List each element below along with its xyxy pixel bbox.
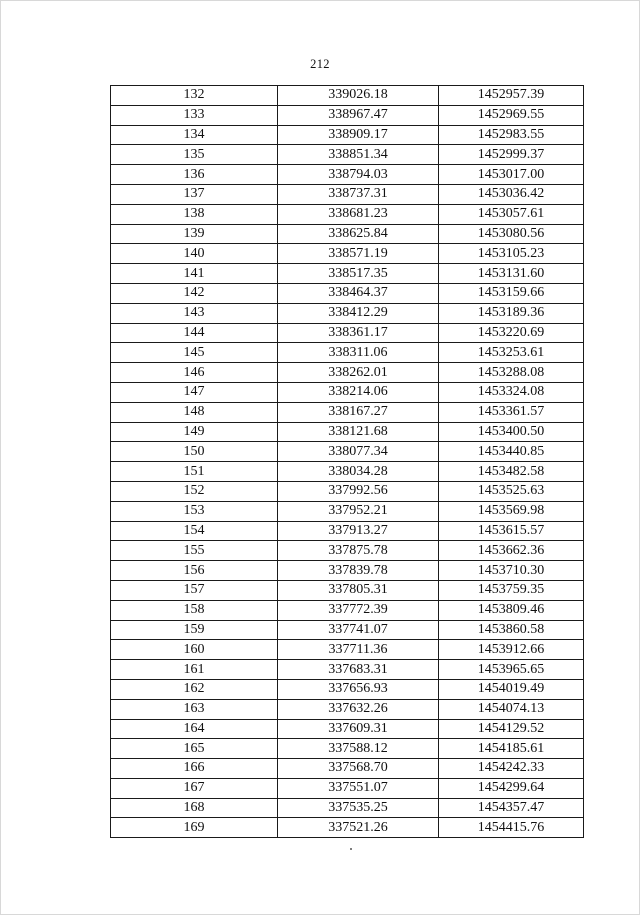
- point-number-cell: 142: [111, 283, 278, 303]
- y-coordinate-cell: 1453615.57: [439, 521, 584, 541]
- y-coordinate-cell: 1453105.23: [439, 244, 584, 264]
- point-number-cell: 168: [111, 798, 278, 818]
- x-coordinate-cell: 338412.29: [278, 303, 439, 323]
- point-number-cell: 162: [111, 679, 278, 699]
- y-coordinate-cell: 1453710.30: [439, 561, 584, 581]
- x-coordinate-cell: 338311.06: [278, 343, 439, 363]
- x-coordinate-cell: 337588.12: [278, 739, 439, 759]
- x-coordinate-cell: 338167.27: [278, 402, 439, 422]
- table-row: [111, 679, 584, 699]
- y-coordinate-cell: 1453159.66: [439, 283, 584, 303]
- point-number-cell: 150: [111, 442, 278, 462]
- x-coordinate-cell: 337521.26: [278, 818, 439, 838]
- table-row: [111, 561, 584, 581]
- point-number-cell: 164: [111, 719, 278, 739]
- x-coordinate-cell: 338517.35: [278, 264, 439, 284]
- x-coordinate-cell: 337551.07: [278, 778, 439, 798]
- x-coordinate-cell: 338361.17: [278, 323, 439, 343]
- point-number-cell: 166: [111, 759, 278, 779]
- table-row: [111, 798, 584, 818]
- y-coordinate-cell: 1453361.57: [439, 402, 584, 422]
- y-coordinate-cell: 1452983.55: [439, 125, 584, 145]
- y-coordinate-cell: 1453324.08: [439, 382, 584, 402]
- y-coordinate-cell: 1453525.63: [439, 481, 584, 501]
- point-number-cell: 140: [111, 244, 278, 264]
- y-coordinate-cell: 1452969.55: [439, 105, 584, 125]
- table-row: [111, 244, 584, 264]
- x-coordinate-cell: 337683.31: [278, 660, 439, 680]
- y-coordinate-cell: 1453440.85: [439, 442, 584, 462]
- table-row: [111, 660, 584, 680]
- x-coordinate-cell: 337992.56: [278, 481, 439, 501]
- point-number-cell: 135: [111, 145, 278, 165]
- point-number-cell: 141: [111, 264, 278, 284]
- x-coordinate-cell: 337568.70: [278, 759, 439, 779]
- y-coordinate-cell: 1453662.36: [439, 541, 584, 561]
- y-coordinate-cell: 1454129.52: [439, 719, 584, 739]
- table-row: [111, 501, 584, 521]
- page-number: 212: [310, 57, 330, 71]
- table-row: [111, 422, 584, 442]
- point-number-cell: 163: [111, 699, 278, 719]
- x-coordinate-cell: 339026.18: [278, 86, 439, 106]
- x-coordinate-cell: 337535.25: [278, 798, 439, 818]
- y-coordinate-cell: 1454019.49: [439, 679, 584, 699]
- x-coordinate-cell: 337805.31: [278, 580, 439, 600]
- y-coordinate-cell: 1454185.61: [439, 739, 584, 759]
- table-row: [111, 739, 584, 759]
- x-coordinate-cell: 338464.37: [278, 283, 439, 303]
- x-coordinate-cell: 338625.84: [278, 224, 439, 244]
- y-coordinate-cell: 1452999.37: [439, 145, 584, 165]
- table-row: [111, 303, 584, 323]
- y-coordinate-cell: 1453569.98: [439, 501, 584, 521]
- table-row: [111, 521, 584, 541]
- table-row: [111, 86, 584, 106]
- y-coordinate-cell: 1453400.50: [439, 422, 584, 442]
- table-row: [111, 442, 584, 462]
- x-coordinate-cell: 337656.93: [278, 679, 439, 699]
- y-coordinate-cell: 1453253.61: [439, 343, 584, 363]
- x-coordinate-cell: 337632.26: [278, 699, 439, 719]
- y-coordinate-cell: 1452957.39: [439, 86, 584, 106]
- y-coordinate-cell: 1453288.08: [439, 363, 584, 383]
- point-number-cell: 149: [111, 422, 278, 442]
- table-row: [111, 283, 584, 303]
- point-number-cell: 167: [111, 778, 278, 798]
- table-row: [111, 402, 584, 422]
- table-row: [111, 363, 584, 383]
- point-number-cell: 151: [111, 462, 278, 482]
- point-number-cell: 165: [111, 739, 278, 759]
- table-row: [111, 640, 584, 660]
- y-coordinate-cell: 1453482.58: [439, 462, 584, 482]
- table-row: [111, 204, 584, 224]
- point-number-cell: 139: [111, 224, 278, 244]
- point-number-cell: 147: [111, 382, 278, 402]
- point-number-cell: 169: [111, 818, 278, 838]
- x-coordinate-cell: 337952.21: [278, 501, 439, 521]
- x-coordinate-cell: 337609.31: [278, 719, 439, 739]
- point-number-cell: 156: [111, 561, 278, 581]
- table-row: [111, 541, 584, 561]
- x-coordinate-cell: 337772.39: [278, 600, 439, 620]
- table-body: [111, 86, 584, 838]
- x-coordinate-cell: 337839.78: [278, 561, 439, 581]
- x-coordinate-cell: 338967.47: [278, 105, 439, 125]
- table-row: [111, 264, 584, 284]
- point-number-cell: 152: [111, 481, 278, 501]
- x-coordinate-cell: 338077.34: [278, 442, 439, 462]
- y-coordinate-cell: 1453965.65: [439, 660, 584, 680]
- x-coordinate-cell: 338571.19: [278, 244, 439, 264]
- table-row: [111, 699, 584, 719]
- table-row: [111, 818, 584, 838]
- x-coordinate-cell: 338214.06: [278, 382, 439, 402]
- point-number-cell: 136: [111, 165, 278, 185]
- x-coordinate-cell: 338794.03: [278, 165, 439, 185]
- y-coordinate-cell: 1454299.64: [439, 778, 584, 798]
- point-number-cell: 134: [111, 125, 278, 145]
- x-coordinate-cell: 337913.27: [278, 521, 439, 541]
- y-coordinate-cell: 1453017.00: [439, 165, 584, 185]
- y-coordinate-cell: 1454242.33: [439, 759, 584, 779]
- point-number-cell: 144: [111, 323, 278, 343]
- x-coordinate-cell: 338034.28: [278, 462, 439, 482]
- y-coordinate-cell: 1453189.36: [439, 303, 584, 323]
- coordinates-table: [110, 85, 584, 838]
- y-coordinate-cell: 1454357.47: [439, 798, 584, 818]
- y-coordinate-cell: 1454074.13: [439, 699, 584, 719]
- table-row: [111, 125, 584, 145]
- point-number-cell: 137: [111, 184, 278, 204]
- x-coordinate-cell: 338737.31: [278, 184, 439, 204]
- y-coordinate-cell: 1453809.46: [439, 600, 584, 620]
- table-row: [111, 323, 584, 343]
- point-number-cell: 132: [111, 86, 278, 106]
- y-coordinate-cell: 1453220.69: [439, 323, 584, 343]
- y-coordinate-cell: 1453759.35: [439, 580, 584, 600]
- point-number-cell: 133: [111, 105, 278, 125]
- table-row: [111, 620, 584, 640]
- point-number-cell: 154: [111, 521, 278, 541]
- table-row: [111, 719, 584, 739]
- table-row: [111, 145, 584, 165]
- y-coordinate-cell: 1453912.66: [439, 640, 584, 660]
- table-row: [111, 600, 584, 620]
- y-coordinate-cell: 1453036.42: [439, 184, 584, 204]
- point-number-cell: 155: [111, 541, 278, 561]
- table-row: [111, 481, 584, 501]
- x-coordinate-cell: 338262.01: [278, 363, 439, 383]
- y-coordinate-cell: 1453860.58: [439, 620, 584, 640]
- table-row: [111, 759, 584, 779]
- point-number-cell: 143: [111, 303, 278, 323]
- point-number-cell: 158: [111, 600, 278, 620]
- point-number-cell: 153: [111, 501, 278, 521]
- point-number-cell: 157: [111, 580, 278, 600]
- table-row: [111, 184, 584, 204]
- y-coordinate-cell: 1453131.60: [439, 264, 584, 284]
- point-number-cell: 138: [111, 204, 278, 224]
- table-row: [111, 165, 584, 185]
- table-row: [111, 382, 584, 402]
- table-row: [111, 105, 584, 125]
- y-coordinate-cell: 1453057.61: [439, 204, 584, 224]
- point-number-cell: 160: [111, 640, 278, 660]
- x-coordinate-cell: 338909.17: [278, 125, 439, 145]
- table-row: [111, 224, 584, 244]
- x-coordinate-cell: 337875.78: [278, 541, 439, 561]
- table-row: [111, 778, 584, 798]
- point-number-cell: 161: [111, 660, 278, 680]
- x-coordinate-cell: 337741.07: [278, 620, 439, 640]
- x-coordinate-cell: 338681.23: [278, 204, 439, 224]
- x-coordinate-cell: 337711.36: [278, 640, 439, 660]
- point-number-cell: 146: [111, 363, 278, 383]
- point-number-cell: 145: [111, 343, 278, 363]
- x-coordinate-cell: 338851.34: [278, 145, 439, 165]
- table-row: [111, 580, 584, 600]
- x-coordinate-cell: 338121.68: [278, 422, 439, 442]
- y-coordinate-cell: 1454415.76: [439, 818, 584, 838]
- table-row: [111, 462, 584, 482]
- y-coordinate-cell: 1453080.56: [439, 224, 584, 244]
- point-number-cell: 159: [111, 620, 278, 640]
- footer-mark: [350, 848, 352, 850]
- point-number-cell: 148: [111, 402, 278, 422]
- table-row: [111, 343, 584, 363]
